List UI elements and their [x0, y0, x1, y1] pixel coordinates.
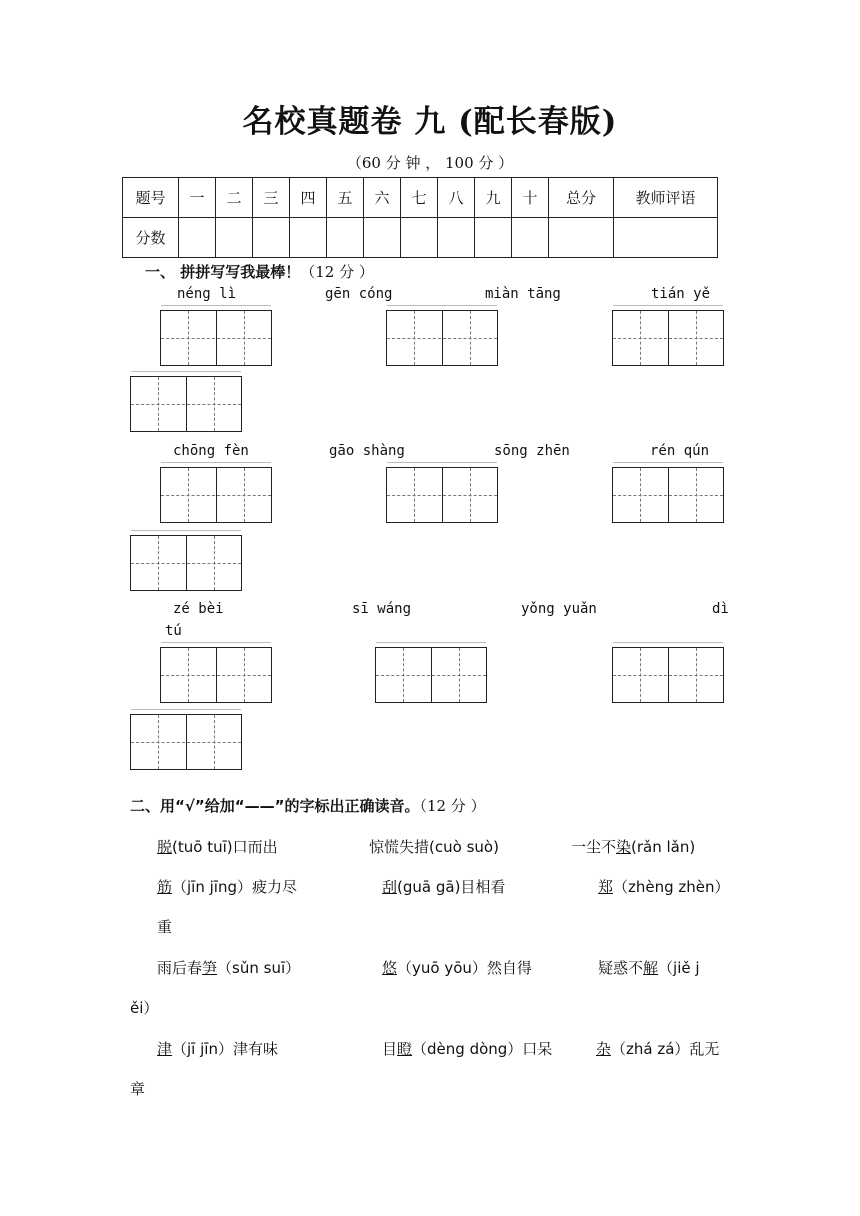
item-text: （jīn jīng）疲力尽: [172, 878, 297, 896]
reading-item: [157, 836, 278, 857]
writing-grid[interactable]: [386, 467, 498, 523]
table-cell: 五: [327, 178, 364, 218]
item-text: （jiě j: [658, 959, 700, 977]
item-text: （yuō yōu）然自得: [397, 959, 532, 977]
table-cell: 七: [401, 178, 438, 218]
writing-grid[interactable]: [160, 467, 272, 523]
section-1-title: 一、 拼拼写写我最棒！: [145, 263, 301, 281]
score-input-cell[interactable]: [475, 218, 512, 258]
table-cell: 题号: [123, 178, 179, 218]
pinyin-label: yǒng yuǎn: [521, 601, 597, 617]
item-text: 惊慌失措: [369, 838, 430, 856]
reading-item: [571, 836, 695, 857]
writing-grid[interactable]: [130, 714, 242, 770]
writing-grid[interactable]: [130, 376, 242, 432]
reading-item: [369, 836, 499, 857]
pinyin-label: gēn cóng: [325, 286, 393, 302]
table-cell: 九: [475, 178, 512, 218]
pinyin-label: dì: [712, 601, 729, 617]
item-text: 目: [382, 1040, 398, 1058]
item-text: （zhá zá）乱无: [611, 1040, 720, 1058]
reading-item: [596, 1038, 719, 1059]
item-text: 雨后春: [157, 959, 203, 977]
section-2-title: 二、用“√”给加“——”的字标出正确读音。: [130, 797, 420, 815]
section-2-points: （12 分 ）: [419, 797, 486, 815]
pinyin-label: tú: [165, 623, 182, 639]
pinyin-label: chōng fèn: [173, 443, 249, 459]
table-cell: 分数: [123, 218, 179, 258]
score-input-cell[interactable]: [364, 218, 401, 258]
pinyin-label: sōng zhēn: [494, 443, 570, 459]
target-char: 瞪: [397, 1040, 413, 1058]
target-char: 染: [616, 838, 632, 856]
table-cell: 三: [253, 178, 290, 218]
writing-grid[interactable]: [612, 310, 724, 366]
reading-item: [598, 876, 730, 897]
pinyin-label: zé bèi: [173, 601, 224, 617]
score-input-cell[interactable]: [327, 218, 364, 258]
target-char: 解: [643, 959, 659, 977]
reading-item: [382, 1038, 552, 1059]
item-text: (rǎn lǎn): [631, 838, 696, 856]
score-input-cell[interactable]: [549, 218, 614, 258]
reading-item: [157, 957, 300, 978]
table-cell: 十: [512, 178, 549, 218]
target-char: 津: [157, 1040, 173, 1058]
item-text: (tuō tuī)口而出: [172, 838, 278, 856]
pinyin-label: tián yě: [651, 286, 711, 302]
item-text: 疑惑不: [598, 959, 644, 977]
score-table-header-row: [123, 178, 718, 218]
section-1-heading: [145, 261, 374, 282]
target-char: 悠: [382, 959, 398, 977]
score-input-cell[interactable]: [438, 218, 475, 258]
item-text-wrap: ěi）: [130, 999, 159, 1017]
writing-grid[interactable]: [386, 310, 498, 366]
item-text: (guā gā)目相看: [397, 878, 506, 896]
score-input-cell[interactable]: [179, 218, 216, 258]
item-text: 一尘不: [571, 838, 617, 856]
reading-item: [382, 957, 532, 978]
table-cell: 一: [179, 178, 216, 218]
item-text: （dèng dòng）口呆: [412, 1040, 553, 1058]
writing-grid[interactable]: [160, 647, 272, 703]
reading-item: [157, 1038, 278, 1059]
pinyin-label: sī wáng: [352, 601, 412, 617]
writing-grid[interactable]: [130, 535, 242, 591]
score-input-cell[interactable]: [290, 218, 327, 258]
item-text-wrap: 章: [130, 1080, 146, 1098]
target-char: 笋: [202, 959, 218, 977]
comment-input-cell[interactable]: [614, 218, 718, 258]
page-title: 名校真题卷 九 (配长春版): [242, 104, 618, 140]
reading-item: [598, 957, 700, 978]
item-text: （jī jīn）津有味: [172, 1040, 278, 1058]
target-char: 刮: [382, 878, 398, 896]
table-cell: 教师评语: [614, 178, 718, 218]
target-char: 杂: [596, 1040, 612, 1058]
target-char: 脱: [157, 838, 173, 856]
reading-item: [157, 876, 297, 897]
item-text-wrap: 重: [157, 918, 173, 936]
pinyin-label: néng lì: [177, 286, 237, 302]
table-cell: 八: [438, 178, 475, 218]
target-char: 筋: [157, 878, 173, 896]
section-1-points: （12 分 ）: [300, 263, 374, 281]
writing-grid[interactable]: [160, 310, 272, 366]
score-input-cell[interactable]: [401, 218, 438, 258]
score-table: [122, 177, 718, 258]
score-input-cell[interactable]: [512, 218, 549, 258]
table-cell: 二: [216, 178, 253, 218]
score-input-cell[interactable]: [216, 218, 253, 258]
pinyin-label: miàn tāng: [485, 286, 561, 302]
writing-grid[interactable]: [612, 467, 724, 523]
item-text: (cuò suò): [429, 838, 499, 856]
target-char: 郑: [598, 878, 614, 896]
score-table-score-row: [123, 218, 718, 258]
table-cell: 六: [364, 178, 401, 218]
exam-duration-score: （60 分 钟 ， 100 分 ）: [346, 154, 514, 172]
table-cell: 总分: [549, 178, 614, 218]
writing-grid[interactable]: [375, 647, 487, 703]
item-text: （sǔn suī）: [217, 959, 301, 977]
writing-grid[interactable]: [612, 647, 724, 703]
item-text: （zhèng zhèn）: [613, 878, 730, 896]
score-input-cell[interactable]: [253, 218, 290, 258]
pinyin-label: gāo shàng: [329, 443, 405, 459]
table-cell: 四: [290, 178, 327, 218]
pinyin-label: rén qún: [650, 443, 710, 459]
reading-item: [382, 876, 505, 897]
section-2-heading: [130, 795, 486, 816]
